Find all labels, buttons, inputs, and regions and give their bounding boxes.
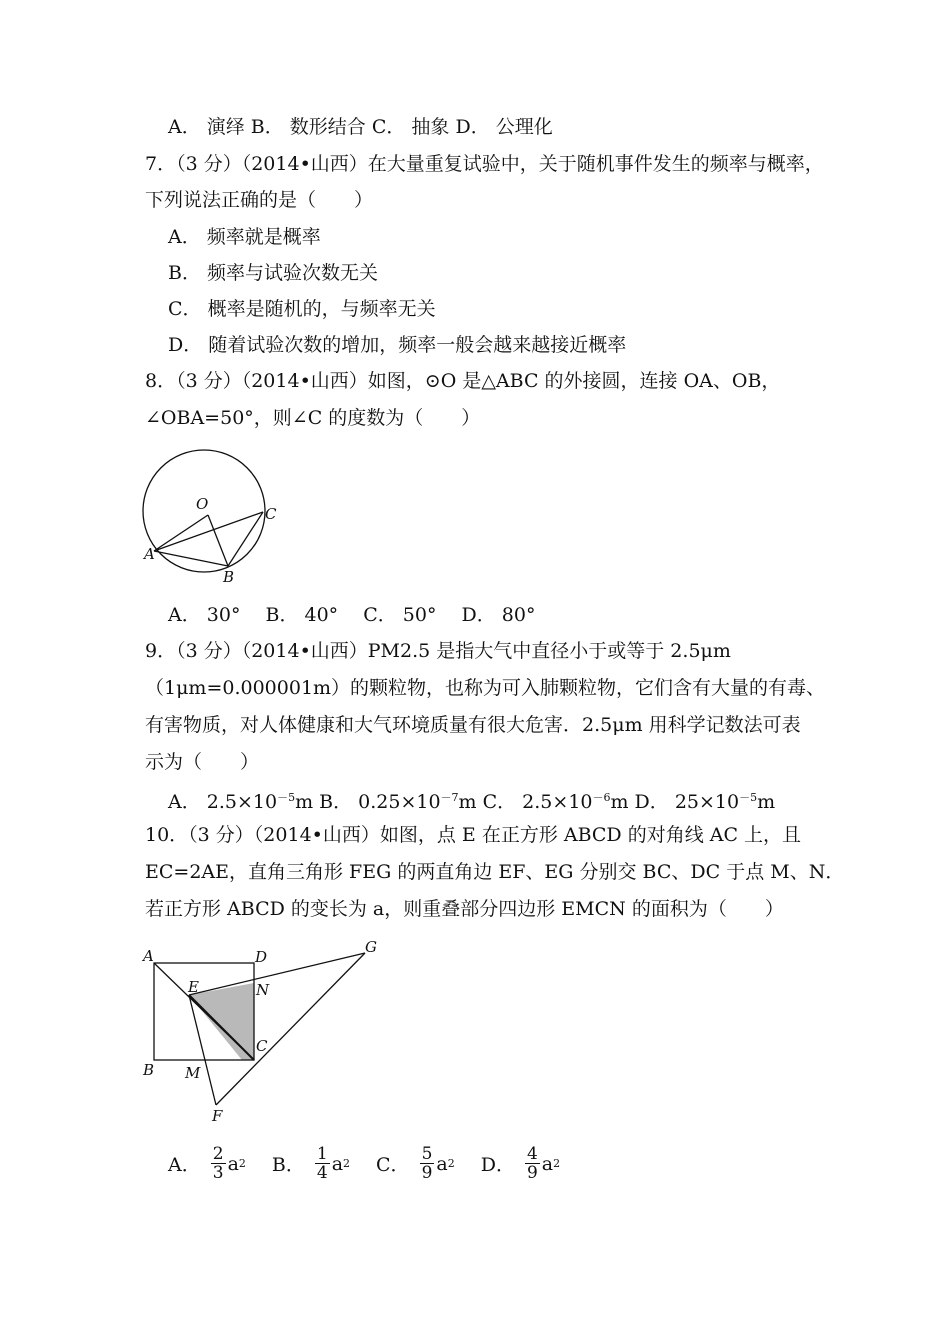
variable: a bbox=[436, 1152, 448, 1175]
label-d: D bbox=[255, 948, 268, 966]
label-b: B bbox=[143, 1061, 155, 1079]
label-m: M bbox=[185, 1064, 201, 1082]
q10-option-d-letter: D． bbox=[480, 1154, 515, 1176]
q9-b-exp: －7 bbox=[440, 791, 459, 804]
fraction bbox=[420, 1145, 435, 1182]
q9-options bbox=[168, 786, 775, 814]
exponent: 2 bbox=[238, 1157, 246, 1170]
q7-option-a: A． 频率就是概率 bbox=[168, 226, 321, 248]
label-c: C bbox=[256, 1037, 268, 1055]
numerator: 2 bbox=[212, 1144, 224, 1164]
denominator: 4 bbox=[316, 1163, 328, 1183]
q9-stem-line4: 示为（ ） bbox=[145, 751, 260, 773]
fraction bbox=[211, 1145, 226, 1182]
q7-option-d: D． 随着试验次数的增加，频率一般会越来越接近概率 bbox=[168, 334, 627, 356]
label-c: C bbox=[265, 505, 277, 523]
q7-option-b: B． 频率与试验次数无关 bbox=[168, 262, 379, 284]
q10-options bbox=[168, 1145, 582, 1182]
q9-d-exp: －5 bbox=[739, 791, 758, 804]
q9-b-post: m C． 2.5×10 bbox=[458, 791, 593, 813]
q6-options: A． 演绎 B． 数形结合 C． 抽象 D． 公理化 bbox=[168, 116, 553, 138]
label-n: N bbox=[256, 981, 270, 999]
label-o: O bbox=[196, 495, 209, 513]
denominator: 3 bbox=[212, 1163, 224, 1183]
q9-a-post: m B． 0.25×10 bbox=[295, 791, 441, 813]
segment-oa bbox=[154, 515, 208, 551]
label-e: E bbox=[188, 978, 199, 996]
q10-option-c-letter: C． bbox=[376, 1154, 410, 1176]
q8-circle-figure bbox=[130, 445, 290, 590]
q8-stem-line1: 8．（3 分）（2014•山西）如图，⊙O 是△ABC 的外接圆，连接 OA、OB， bbox=[145, 370, 781, 392]
numerator: 4 bbox=[526, 1144, 538, 1164]
q7-stem-line1: 7．（3 分）（2014•山西）在大量重复试验中，关于随机事件发生的频率与概率， bbox=[145, 153, 824, 175]
q9-stem-line1: 9．（3 分）（2014•山西）PM2.5 是指大气中直径小于或等于 2.5μm bbox=[145, 640, 731, 662]
q8-options: A． 30° B． 40° C． 50° D． 80° bbox=[168, 604, 536, 626]
fraction bbox=[525, 1145, 540, 1182]
leg-eg bbox=[189, 953, 365, 995]
exponent: 2 bbox=[343, 1157, 351, 1170]
q10-option-b-letter: B． bbox=[271, 1154, 305, 1176]
label-a: A bbox=[143, 947, 154, 965]
q9-stem-line3: 有害物质，对人体健康和大气环境质量有很大危害．2.5μm 用科学记数法可表 bbox=[145, 714, 801, 736]
variable: a bbox=[227, 1152, 239, 1175]
q10-option-d bbox=[481, 1145, 560, 1182]
label-b: B bbox=[223, 568, 235, 586]
q10-option-c bbox=[376, 1145, 455, 1182]
segment-ob bbox=[208, 515, 228, 566]
q10-option-b bbox=[272, 1145, 350, 1182]
label-a: A bbox=[144, 545, 155, 563]
q10-stem-line1: 10．（3 分）（2014•山西）如图，点 E 在正方形 ABCD 的对角线 AC 上，且 bbox=[145, 824, 802, 846]
variable: a bbox=[541, 1152, 554, 1175]
fraction bbox=[315, 1145, 330, 1182]
exponent: 2 bbox=[553, 1157, 561, 1170]
q10-option-a bbox=[168, 1145, 246, 1182]
q10-stem-line2: EC=2AE，直角三角形 FEG 的两直角边 EF、EG 分别交 BC、DC 于点 M、N． bbox=[145, 861, 845, 883]
q9-stem-line2: （1μm=0.000001m）的颗粒物，也称为可入肺颗粒物，它们含有大量的有毒、 bbox=[145, 677, 826, 699]
q9-d-post: m bbox=[757, 791, 776, 813]
numerator: 5 bbox=[421, 1144, 433, 1164]
denominator: 9 bbox=[526, 1163, 538, 1183]
q9-c-exp: －6 bbox=[592, 791, 611, 804]
label-f: F bbox=[212, 1107, 223, 1125]
q9-a-exp: －5 bbox=[277, 791, 296, 804]
numerator: 1 bbox=[316, 1144, 328, 1164]
q9-a-pre: A． 2.5×10 bbox=[168, 791, 278, 813]
exponent: 2 bbox=[447, 1157, 455, 1170]
q7-option-c: C． 概率是随机的，与频率无关 bbox=[168, 298, 436, 320]
q9-c-post: m D． 25×10 bbox=[610, 791, 740, 813]
q8-stem-line2: ∠OBA=50°，则∠C 的度数为（ ） bbox=[145, 407, 481, 429]
q10-square-figure bbox=[135, 935, 390, 1130]
q7-stem-line2: 下列说法正确的是（ ） bbox=[145, 189, 374, 211]
label-g: G bbox=[365, 938, 377, 956]
q10-option-a-letter: A． bbox=[168, 1154, 201, 1176]
variable: a bbox=[331, 1152, 344, 1175]
denominator: 9 bbox=[421, 1163, 433, 1183]
q10-stem-line3: 若正方形 ABCD 的变长为 a，则重叠部分四边形 EMCN 的面积为（ ） bbox=[145, 898, 784, 920]
